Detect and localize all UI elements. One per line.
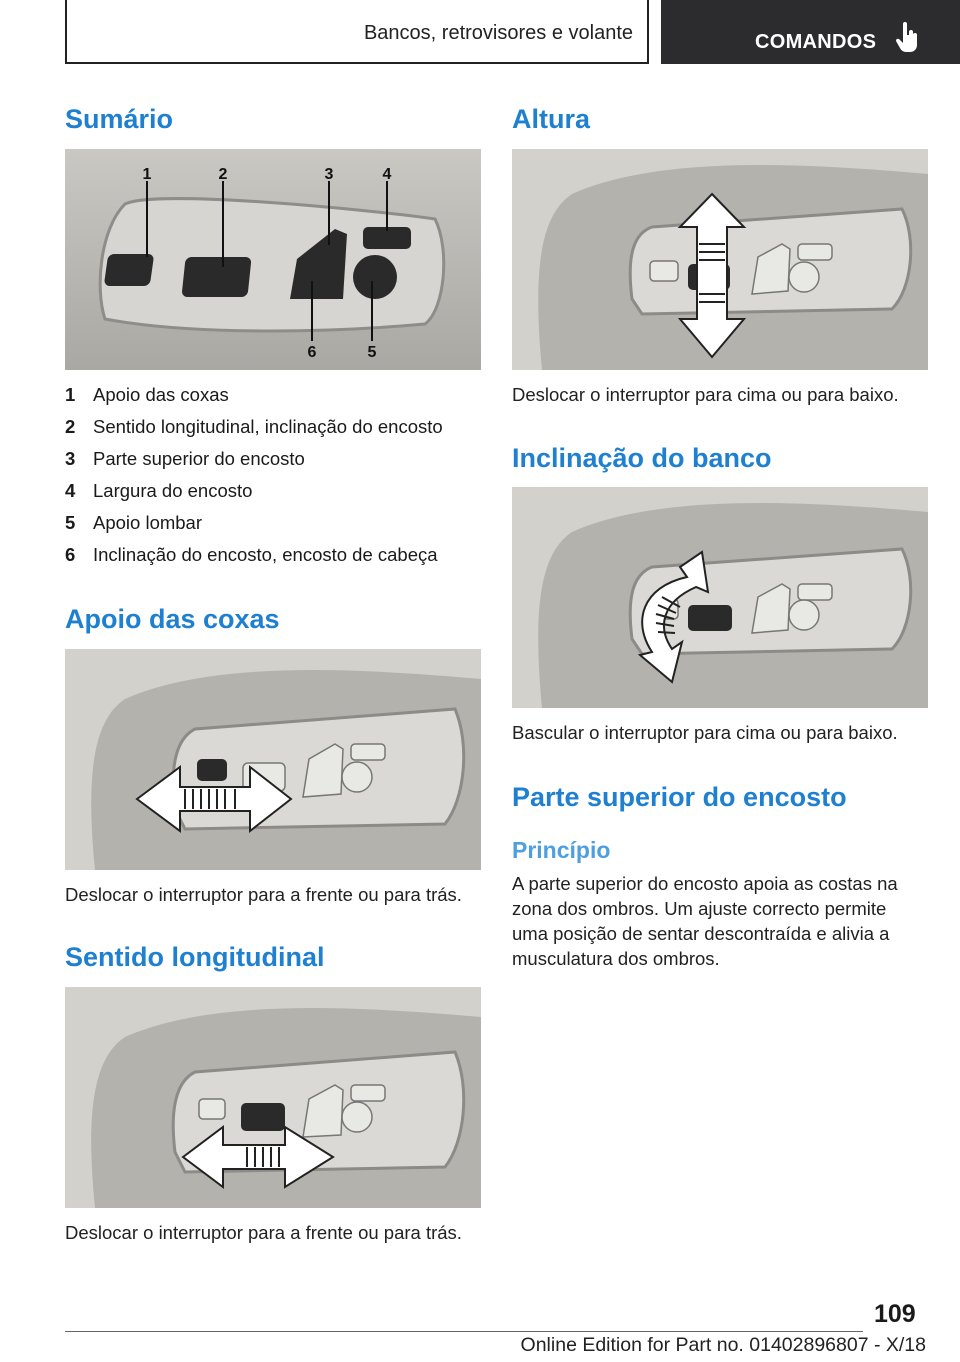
height-heading: Altura xyxy=(512,104,591,134)
principle-subheading: Princípio xyxy=(512,837,611,863)
chapter-label: COMANDOS xyxy=(755,31,877,53)
page-number: 109 xyxy=(874,1300,916,1328)
footer-edition: Online Edition for Part no. 01402896807 - X/18 xyxy=(520,1334,926,1356)
list-item: 4 Largura do encosto xyxy=(65,480,253,501)
thigh-support-heading: Apoio das coxas xyxy=(65,604,280,634)
summary-heading: Sumário xyxy=(65,104,174,134)
list-item: 1 Apoio das coxas xyxy=(65,384,229,405)
header-chapter-tab[interactable] xyxy=(661,0,960,64)
footer-divider xyxy=(65,1331,863,1332)
thigh-support-text: Deslocar o interruptor para a frente ou para trás. xyxy=(65,884,462,905)
list-item: 3 Parte superior do encosto xyxy=(65,448,305,469)
callout-2: 2 xyxy=(218,166,228,183)
list-item: 5 Apoio lombar xyxy=(65,512,203,533)
longitudinal-heading: Sentido longitudinal xyxy=(65,942,325,972)
summary-list xyxy=(65,382,485,574)
principle-text: A parte superior do encosto apoia as costas na zona dos ombros. Um ajuste correcto permite uma posição de sentar descontraída e alivia a musculatura dos ombros. xyxy=(512,873,898,969)
header-frame xyxy=(65,0,649,64)
longitudinal-text: Deslocar o interruptor para a frente ou para trás. xyxy=(65,1222,462,1243)
seat-tilt-text: Bascular o interruptor para cima ou para baixo. xyxy=(512,722,898,743)
pointing-hand-icon xyxy=(895,22,921,52)
height-image xyxy=(512,149,928,370)
list-item: 2 Sentido longitudinal, inclinação do encosto xyxy=(65,416,443,437)
seat-tilt-heading: Inclinação do banco xyxy=(512,443,772,473)
callout-6: 6 xyxy=(307,344,317,361)
callout-4: 4 xyxy=(382,166,392,183)
height-text: Deslocar o interruptor para cima ou para baixo. xyxy=(512,384,899,405)
callout-1: 1 xyxy=(142,166,152,183)
list-item: 6 Inclinação do encosto, encosto de cabeça xyxy=(65,544,438,565)
seat-controls-overview-image xyxy=(65,149,481,370)
upper-backrest-heading: Parte superior do encosto xyxy=(512,782,847,812)
longitudinal-image xyxy=(65,987,481,1208)
header-section-title: Bancos, retrovisores e volante xyxy=(363,22,633,44)
seat-tilt-image xyxy=(512,487,928,708)
callout-3: 3 xyxy=(324,166,334,183)
callout-5: 5 xyxy=(367,344,377,361)
thigh-support-image xyxy=(65,649,481,870)
